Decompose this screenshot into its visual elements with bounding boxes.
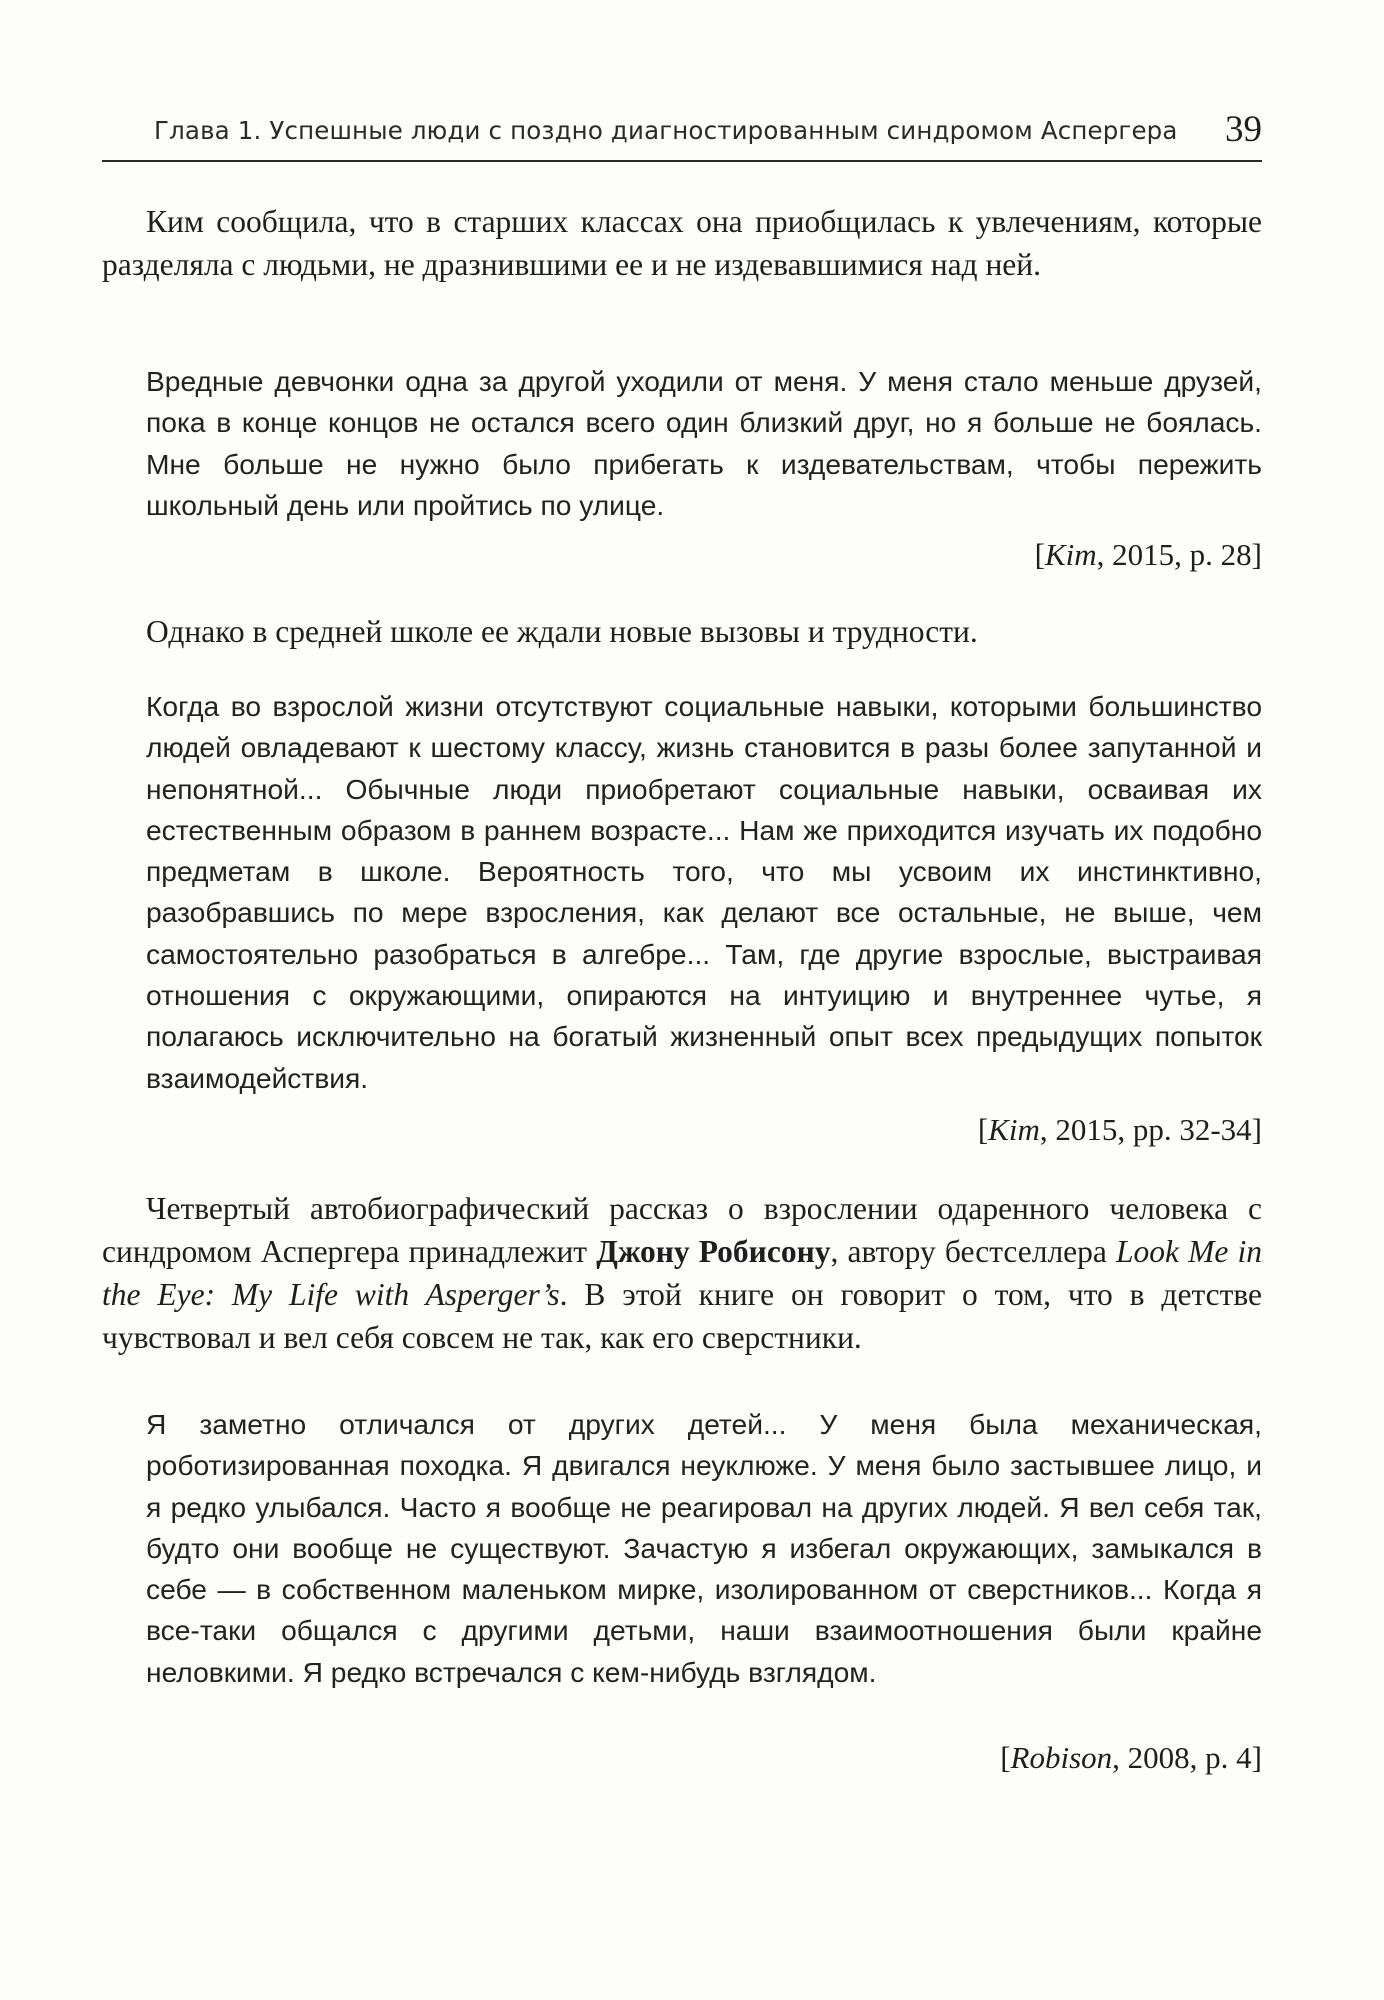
page-number: 39 xyxy=(1225,109,1262,150)
citation-author: Kim xyxy=(1044,537,1097,572)
citation-detail: , 2015, pp. 32-34] xyxy=(1039,1112,1262,1147)
paragraph-kim-hobbies xyxy=(102,200,1262,286)
chapter-title: Глава 1. Успешные люди с поздно диагностированным синдромом Аспергера xyxy=(154,116,1178,145)
author-name-bold: Джону Робисону xyxy=(596,1234,831,1269)
quote-kim-mean-girls: Вредные девчонки одна за другой уходили от меня. У меня стало меньше друзей, пока в конце концов не остался всего один близкий друг, но я больше не боялась. Мне больше не нужно было прибегать к издевательствам, чтобы пережить школьный день или пройтись по улице. xyxy=(146,365,1262,521)
citation-author: Kim xyxy=(988,1112,1040,1147)
citation-author: Robison xyxy=(1010,1740,1113,1775)
citation-open: [ xyxy=(1034,537,1045,572)
paragraph-robison-text-start: Четвертый автобиографический рассказ о взрослении одаренного человека с синдромом Аспергера принадлежит xyxy=(102,1191,1262,1269)
paragraph-middle-school-text: Однако в средней школе ее ждали новые вызовы и трудности. xyxy=(146,614,978,649)
paragraph-robison-intro xyxy=(102,1187,1262,1359)
citation-kim-2015-p28 xyxy=(1035,537,1262,573)
paragraph-robison-text-end: . В этой книге он говорит о том, что в детстве чувствовал и вел себя совсем не так, как его сверстники. xyxy=(102,1277,1263,1355)
citation-detail: , 2008, p. 4] xyxy=(1112,1740,1262,1775)
running-header xyxy=(102,109,1262,162)
citation-detail: , 2015, p. 28] xyxy=(1096,537,1262,572)
paragraph-kim-hobbies-text: Ким сообщила, что в старших классах она приобщилась к увлечениям, которые разделяла с людьми, не дразнившими ее и не издевавшимися над ней. xyxy=(102,204,1262,282)
citation-open: [ xyxy=(1000,1740,1011,1775)
citation-kim-2015-pp32-34 xyxy=(978,1112,1262,1148)
paragraph-robison-text-mid: , автору бестселлера xyxy=(830,1234,1117,1269)
citation-open: [ xyxy=(977,1112,989,1147)
paragraph-middle-school xyxy=(102,610,1262,653)
citation-robison-2008-p4 xyxy=(1000,1740,1262,1776)
quote-kim-social-skills: Когда во взрослой жизни отсутствуют социальные навыки, которыми большинство людей овладевают к шестому классу, жизнь становится в разы более запутанной и непонятной... Обычные люди приобретают социальные навыки, осваивая их естественным образом в раннем возрасте... Нам же приходится изучать их подобно предметам в школе. Вероятность того, что мы усвоим их инстинктивно, разобравшись по мере взросления, как делают все остальные, не выше, чем самостоятельно разобраться в алгебре... Там, где другие взрослые, выстраивая отношения с окружающими, опираются на интуицию и внутреннее чутье, я полагаюсь исключительно на богатый жизненный опыт всех предыдущих попыток взаимодействия. xyxy=(146,690,1262,1094)
book-title-italic: Look Me in the Eye: My Life with Asperger’s xyxy=(102,1234,1263,1312)
quote-robison-childhood: Я заметно отличался от других детей... У меня была механическая, роботизированная походка. Я двигался неуклюже. У меня было застывшее лицо, и я редко улыбался. Часто я вообще не реагировал на других людей. Я вел себя так, будто они вообще не существуют. Зачастую я избегал окружающих, замыкался в себе — в собственном маленьком мирке, изолированном от сверстников... Когда я все-таки общался с другими детьми, наши взаимоотношения были крайне неловкими. Я редко встречался с кем-нибудь взглядом. xyxy=(146,1408,1262,1688)
